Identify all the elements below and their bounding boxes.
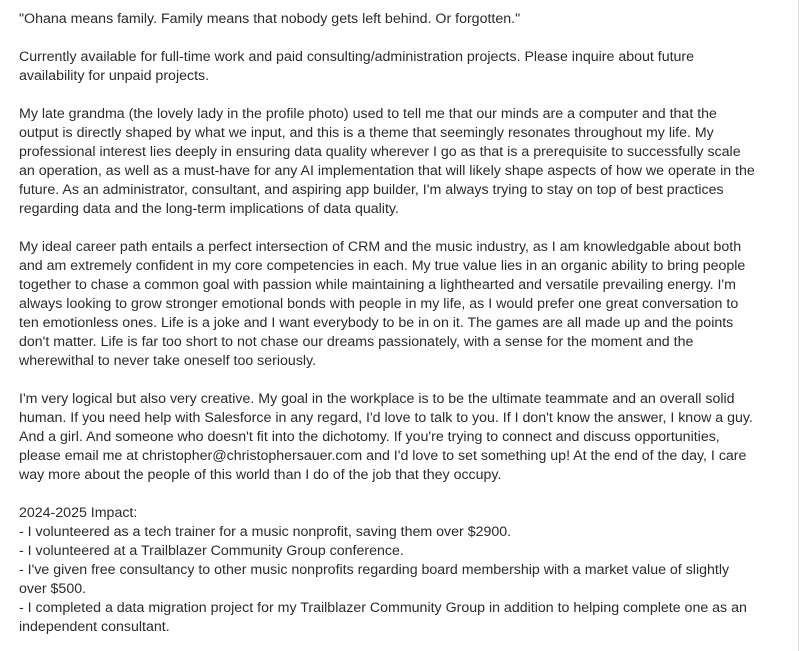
text-line: an operation, as well as a must-have for any AI implementation that will likely shape aspects of how we operate in the (19, 163, 755, 179)
text-line: availability for unpaid projects. (19, 68, 210, 84)
impact-item: over $500. (19, 581, 87, 597)
text-line: human. If you need help with Salesforce in any regard, I'd love to talk to you. If I don't know the answer, I know a guy. (19, 410, 753, 426)
panel-edge-divider (798, 0, 803, 651)
logical-paragraph (19, 390, 779, 485)
text-line: don't matter. Life is far too short to not chase our dreams passionately, with a sense for the moment and the (19, 334, 694, 350)
availability-paragraph (19, 48, 779, 86)
impact-section (19, 504, 779, 637)
text-line: future. As an administrator, consultant, and aspiring app builder, I'm always trying to stay on top of best practices (19, 182, 724, 198)
text-line: And a girl. And someone who doesn't fit into the dichotomy. If you're trying to connect and discuss opportunities, (19, 429, 720, 445)
text-line: Currently available for full-time work and paid consulting/administration projects. Please inquire about future (19, 49, 695, 65)
text-line: My late grandma (the lovely lady in the profile photo) used to tell me that our minds are a computer and that the (19, 106, 717, 122)
text-line: output is directly shaped by what we input, and this is a theme that seemingly resonates throughout my life. My (19, 125, 714, 141)
impact-item: - I volunteered at a Trailblazer Community Group conference. (19, 543, 404, 559)
quote-line: "Ohana means family. Family means that nobody gets left behind. Or forgotten." (19, 11, 521, 27)
text-line: My ideal career path entails a perfect intersection of CRM and the music industry, as I am knowledgable about both (19, 239, 742, 255)
text-line: wherewithal to never take oneself too seriously. (19, 353, 317, 369)
about-text (19, 10, 779, 637)
career-paragraph (19, 238, 779, 371)
text-line: always looking to grow stronger emotional bonds with people in my life, as I would prefer one great conversation to (19, 296, 739, 312)
impact-heading: 2024-2025 Impact: (19, 505, 138, 521)
impact-item: - I completed a data migration project for my Trailblazer Community Group in addition to helping complete one as an (19, 600, 747, 616)
text-line: please email me at christopher@christophersauer.com and I'd love to set something up! At the end of the day, I care (19, 448, 747, 464)
text-line: and am extremely confident in my core competencies in each. My true value lies in an organic ability to bring people (19, 258, 746, 274)
text-line: ten emotionless ones. Life is a joke and I want everybody to be in on it. The games are all made up and the points (19, 315, 734, 331)
impact-item: - I volunteered as a tech trainer for a music nonprofit, saving them over $2900. (19, 524, 512, 540)
impact-item: independent consultant. (19, 619, 170, 635)
text-line: regarding data and the long-term implications of data quality. (19, 201, 399, 217)
text-line: together to chase a common goal with passion while maintaining a lighthearted and versatile prevailing energy. I'm (19, 277, 736, 293)
grandma-paragraph (19, 105, 779, 219)
impact-item: - I've given free consultancy to other music nonprofits regarding board membership with a market value of slightly (19, 562, 730, 578)
ohana-quote (19, 10, 779, 29)
text-line: I'm very logical but also very creative. My goal in the workplace is to be the ultimate teammate and an overall solid (19, 391, 735, 407)
text-line: professional interest lies deeply in ensuring data quality wherever I go as that is a prerequisite to successfully scale (19, 144, 741, 160)
text-line: way more about the people of this world than I do of the job that they occupy. (19, 467, 502, 483)
